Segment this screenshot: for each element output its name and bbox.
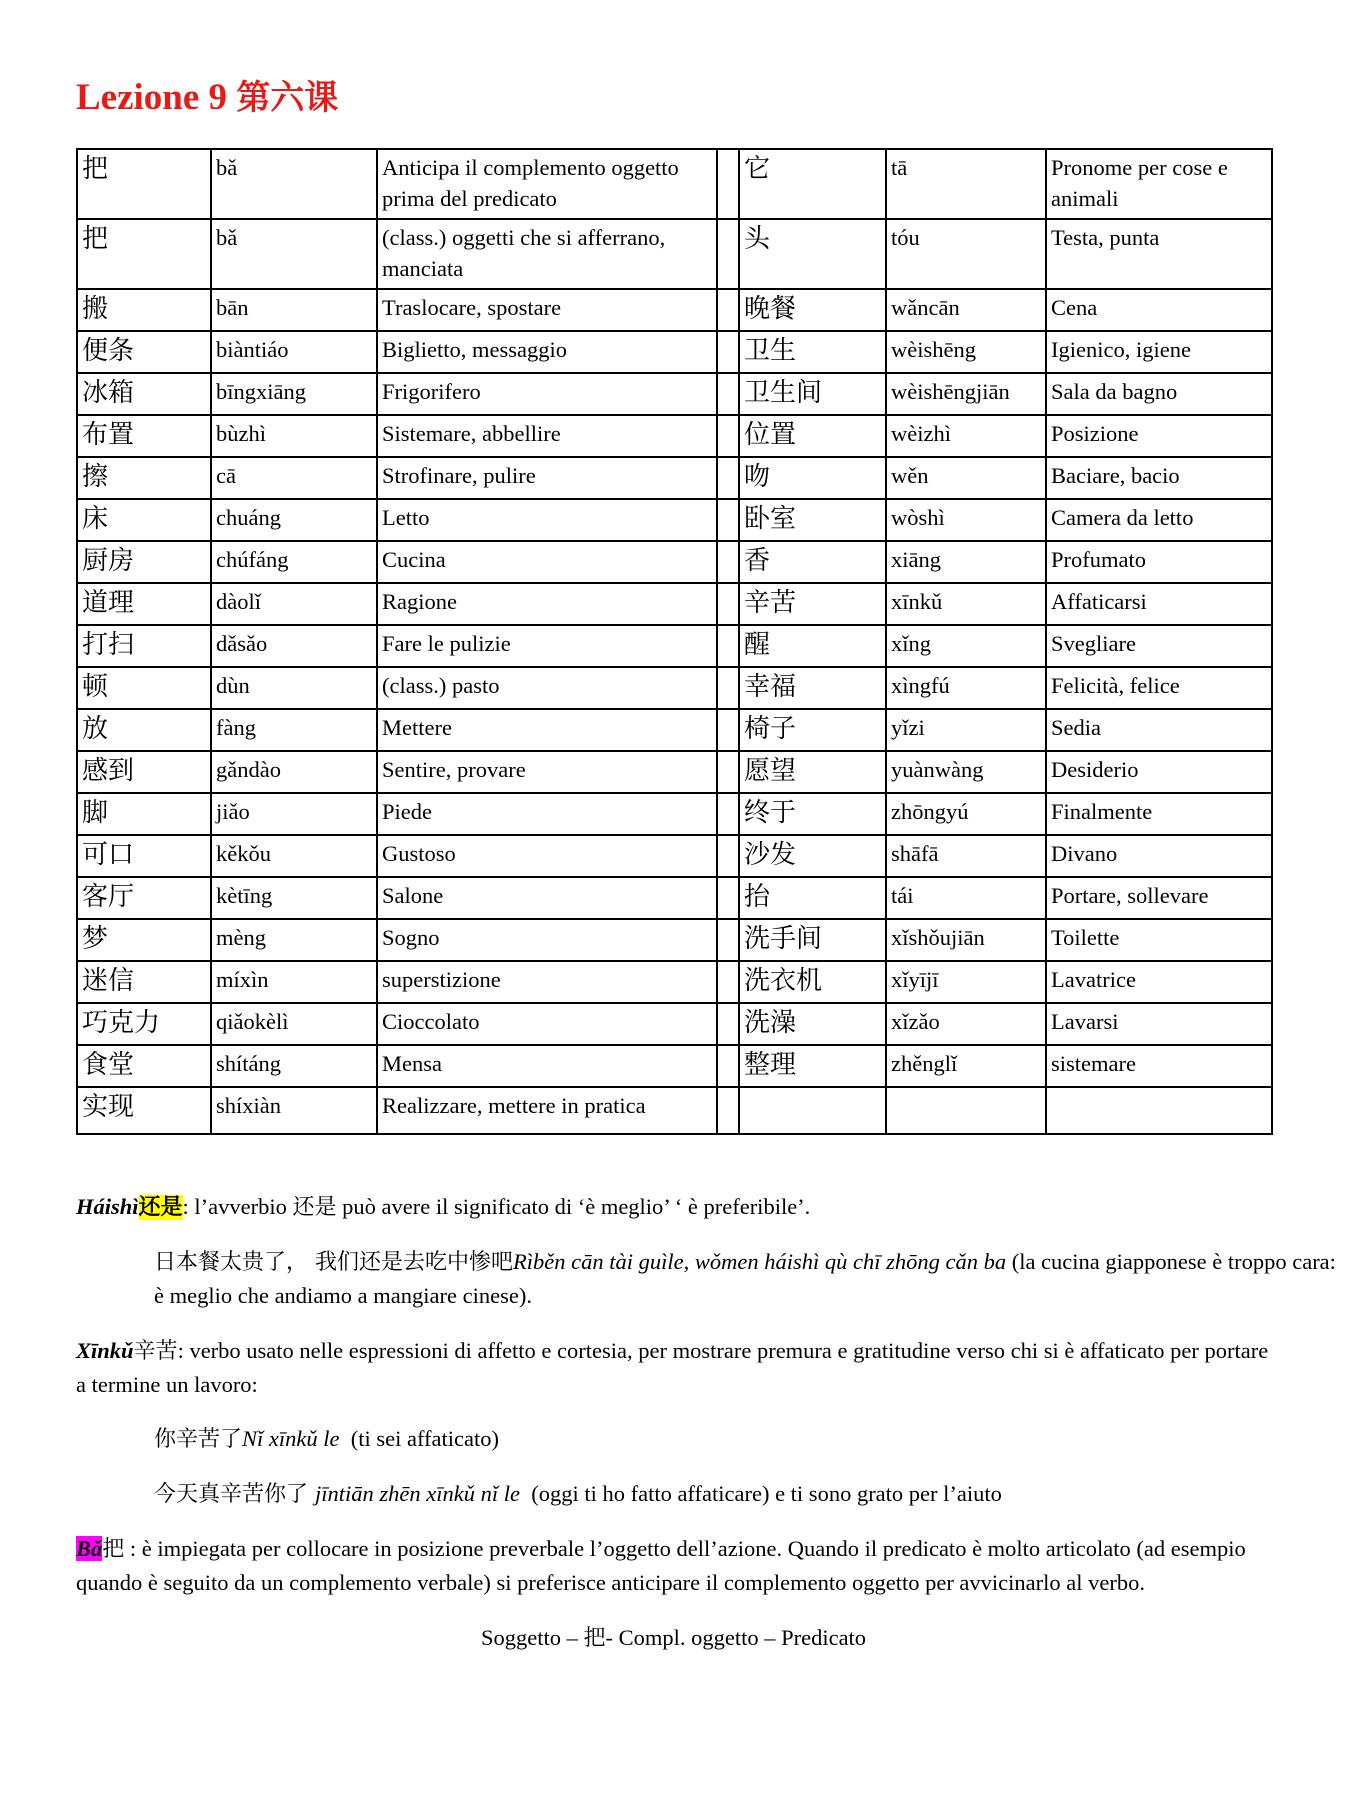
hanzi-cell: 床 xyxy=(77,499,211,541)
meaning-cell: Testa, punta xyxy=(1046,219,1272,289)
column-gap-cell xyxy=(717,331,739,373)
hanzi-cell: 香 xyxy=(739,541,886,583)
note-haishi xyxy=(76,1190,1271,1224)
hanzi-cell: 实现 xyxy=(77,1087,211,1134)
pinyin-cell: xǐzǎo xyxy=(886,1003,1046,1045)
pinyin-cell: míxìn xyxy=(211,961,377,1003)
meaning-cell: Cena xyxy=(1046,289,1272,331)
formula-hz: 把 xyxy=(583,1626,606,1651)
pinyin-cell: fàng xyxy=(211,709,377,751)
table-row xyxy=(77,541,1272,583)
pinyin-cell: bùzhì xyxy=(211,415,377,457)
pinyin-cell: kètīng xyxy=(211,877,377,919)
table-row xyxy=(77,457,1272,499)
pinyin-cell: shíxiàn xyxy=(211,1087,377,1134)
pinyin-cell: wěn xyxy=(886,457,1046,499)
pinyin-cell: zhěnglǐ xyxy=(886,1045,1046,1087)
hanzi-cell: 位置 xyxy=(739,415,886,457)
vocabulary-table xyxy=(76,148,1273,1135)
example-translation: (oggi ti ho fatto affaticare) e ti sono grato per l’aiuto xyxy=(519,1481,1002,1506)
hanzi-cell: 吻 xyxy=(739,457,886,499)
meaning-cell: Igienico, igiene xyxy=(1046,331,1272,373)
formula-text: - Compl. oggetto – Predicato xyxy=(605,1625,867,1650)
pinyin-cell xyxy=(886,1087,1046,1134)
example-hz: 日本餐太贵了， 我们还是去吃中惨吧 xyxy=(154,1250,513,1275)
meaning-cell: Baciare, bacio xyxy=(1046,457,1272,499)
hanzi-cell: 晚餐 xyxy=(739,289,886,331)
example-pinyin: Rìběn cān tài guìle, wǒmen háishì qù chī zhōng cǎn ba xyxy=(513,1249,1007,1274)
pinyin-cell: kěkǒu xyxy=(211,835,377,877)
hanzi-cell: 迷信 xyxy=(77,961,211,1003)
column-gap-cell xyxy=(717,751,739,793)
meaning-cell: Lavatrice xyxy=(1046,961,1272,1003)
pinyin-cell: biàntiáo xyxy=(211,331,377,373)
table-row xyxy=(77,1045,1272,1087)
column-gap-cell xyxy=(717,1045,739,1087)
meaning-cell: Traslocare, spostare xyxy=(377,289,717,331)
hanzi-cell: 感到 xyxy=(77,751,211,793)
table-row xyxy=(77,583,1272,625)
meaning-cell: Strofinare, pulire xyxy=(377,457,717,499)
meaning-cell: Profumato xyxy=(1046,541,1272,583)
example-haishi xyxy=(76,1245,1349,1312)
hanzi-cell: 顿 xyxy=(77,667,211,709)
page-title xyxy=(76,70,1271,126)
hanzi-cell: 愿望 xyxy=(739,751,886,793)
table-row xyxy=(77,289,1272,331)
pinyin-cell: bān xyxy=(211,289,377,331)
hanzi-cell: 卫生 xyxy=(739,331,886,373)
pinyin-cell: chuáng xyxy=(211,499,377,541)
pinyin-cell: wǎncān xyxy=(886,289,1046,331)
example-xinku-1 xyxy=(76,1422,1349,1456)
column-gap-cell xyxy=(717,835,739,877)
pinyin-cell: bǎ xyxy=(211,149,377,219)
table-row xyxy=(77,219,1272,289)
note-text-hz: 还是 xyxy=(292,1195,337,1220)
note-term-latin: Xīnkǔ xyxy=(76,1338,134,1363)
document-page xyxy=(76,70,1336,1651)
hanzi-cell: 洗手间 xyxy=(739,919,886,961)
note-text: può avere il significato di ‘è meglio’ ‘ è preferibile’. xyxy=(336,1194,811,1219)
column-gap-cell xyxy=(717,149,739,219)
column-gap-cell xyxy=(717,219,739,289)
table-row xyxy=(77,499,1272,541)
hanzi-cell: 卧室 xyxy=(739,499,886,541)
meaning-cell: (class.) oggetti che si afferrano, manciata xyxy=(377,219,717,289)
meaning-cell: superstizione xyxy=(377,961,717,1003)
table-row xyxy=(77,667,1272,709)
meaning-cell: (class.) pasto xyxy=(377,667,717,709)
pinyin-cell: tóu xyxy=(886,219,1046,289)
pinyin-cell: dàolǐ xyxy=(211,583,377,625)
table-row xyxy=(77,373,1272,415)
column-gap-cell xyxy=(717,667,739,709)
hanzi-cell: 醒 xyxy=(739,625,886,667)
meaning-cell: Lavarsi xyxy=(1046,1003,1272,1045)
note-text: : è impiegata per collocare in posizione preverbale l’oggetto dell’azione. Quando il predicato è molto articolato (ad esempio quando è seguito da un complemento verbale) si preferisce anticipare il complemento oggetto per avvicinarlo al verbo. xyxy=(76,1536,1246,1595)
column-gap-cell xyxy=(717,709,739,751)
pinyin-cell: dǎsǎo xyxy=(211,625,377,667)
column-gap-cell xyxy=(717,1003,739,1045)
column-gap-cell xyxy=(717,373,739,415)
hanzi-cell: 头 xyxy=(739,219,886,289)
hanzi-cell: 终于 xyxy=(739,793,886,835)
table-row xyxy=(77,415,1272,457)
hanzi-cell: 把 xyxy=(77,149,211,219)
note-xinku xyxy=(76,1334,1271,1401)
meaning-cell: Portare, sollevare xyxy=(1046,877,1272,919)
hanzi-cell: 沙发 xyxy=(739,835,886,877)
meaning-cell: Sistemare, abbellire xyxy=(377,415,717,457)
note-term-latin: Bǎ xyxy=(76,1536,103,1561)
meaning-cell: Gustoso xyxy=(377,835,717,877)
meaning-cell: Letto xyxy=(377,499,717,541)
meaning-cell: Felicità, felice xyxy=(1046,667,1272,709)
pinyin-cell: chúfáng xyxy=(211,541,377,583)
column-gap-cell xyxy=(717,499,739,541)
column-gap-cell xyxy=(717,415,739,457)
pinyin-cell: gǎndào xyxy=(211,751,377,793)
column-gap-cell xyxy=(717,583,739,625)
pinyin-cell: shāfā xyxy=(886,835,1046,877)
hanzi-cell: 椅子 xyxy=(739,709,886,751)
column-gap-cell xyxy=(717,457,739,499)
hanzi-cell: 厨房 xyxy=(77,541,211,583)
pinyin-cell: jiǎo xyxy=(211,793,377,835)
hanzi-cell: 客厅 xyxy=(77,877,211,919)
table-row xyxy=(77,149,1272,219)
note-text: : verbo usato nelle espressioni di affetto e cortesia, per mostrare premura e gratitudine verso chi si è affaticato per portare a termine un lavoro: xyxy=(76,1338,1269,1397)
meaning-cell: Cioccolato xyxy=(377,1003,717,1045)
note-term-latin: Háishì xyxy=(76,1194,139,1219)
formula-text: Soggetto – xyxy=(480,1625,584,1650)
hanzi-cell: 放 xyxy=(77,709,211,751)
column-gap-cell xyxy=(717,541,739,583)
meaning-cell: sistemare xyxy=(1046,1045,1272,1087)
hanzi-cell: 整理 xyxy=(739,1045,886,1087)
hanzi-cell: 冰箱 xyxy=(77,373,211,415)
hanzi-cell: 幸福 xyxy=(739,667,886,709)
table-row xyxy=(77,961,1272,1003)
hanzi-cell: 道理 xyxy=(77,583,211,625)
pinyin-cell: xǐyījī xyxy=(886,961,1046,1003)
example-hz: 今天真辛苦你了 xyxy=(154,1482,315,1507)
table-row xyxy=(77,331,1272,373)
column-gap-cell xyxy=(717,961,739,1003)
pinyin-cell: xǐng xyxy=(886,625,1046,667)
pinyin-cell: mèng xyxy=(211,919,377,961)
meaning-cell: Piede xyxy=(377,793,717,835)
table-row xyxy=(77,1087,1272,1134)
meaning-cell: Realizzare, mettere in pratica xyxy=(377,1087,717,1134)
hanzi-cell: 洗衣机 xyxy=(739,961,886,1003)
meaning-cell: Affaticarsi xyxy=(1046,583,1272,625)
title-chinese: 第六课 xyxy=(236,78,339,118)
pinyin-cell: yǐzi xyxy=(886,709,1046,751)
hanzi-cell: 擦 xyxy=(77,457,211,499)
column-gap-cell xyxy=(717,877,739,919)
hanzi-cell: 巧克力 xyxy=(77,1003,211,1045)
column-gap-cell xyxy=(717,793,739,835)
example-hz: 你辛苦了 xyxy=(154,1427,243,1452)
note-ba xyxy=(76,1532,1271,1599)
example-translation: (ti sei affaticato) xyxy=(339,1426,500,1451)
meaning-cell: Desiderio xyxy=(1046,751,1272,793)
pinyin-cell: xìngfú xyxy=(886,667,1046,709)
pinyin-cell: dùn xyxy=(211,667,377,709)
note-term-hz: 还是 xyxy=(138,1195,183,1220)
example-xinku-2 xyxy=(76,1477,1349,1511)
title-latin: Lezione 9 xyxy=(76,77,228,118)
pinyin-cell: qiǎokèlì xyxy=(211,1003,377,1045)
pinyin-cell: tái xyxy=(886,877,1046,919)
pinyin-cell: bīngxiāng xyxy=(211,373,377,415)
hanzi-cell: 打扫 xyxy=(77,625,211,667)
meaning-cell: Anticipa il complemento oggetto prima del predicato xyxy=(377,149,717,219)
pinyin-cell: xiāng xyxy=(886,541,1046,583)
meaning-cell: Sedia xyxy=(1046,709,1272,751)
meaning-cell: Ragione xyxy=(377,583,717,625)
note-text: : l’avverbio xyxy=(182,1194,293,1219)
example-pinyin: Nǐ xīnkǔ le xyxy=(242,1426,340,1451)
meaning-cell: Salone xyxy=(377,877,717,919)
meaning-cell: Camera da letto xyxy=(1046,499,1272,541)
hanzi-cell: 梦 xyxy=(77,919,211,961)
hanzi-cell: 脚 xyxy=(77,793,211,835)
meaning-cell: Fare le pulizie xyxy=(377,625,717,667)
hanzi-cell xyxy=(739,1087,886,1134)
meaning-cell: Toilette xyxy=(1046,919,1272,961)
table-row xyxy=(77,709,1272,751)
example-translation: (la cucina giapponese è troppo cara: è meglio che andiamo a mangiare cinese). xyxy=(154,1249,1336,1308)
pinyin-cell: wèishēng xyxy=(886,331,1046,373)
pinyin-cell: shítáng xyxy=(211,1045,377,1087)
note-term-hz: 把 xyxy=(102,1537,125,1562)
hanzi-cell: 把 xyxy=(77,219,211,289)
example-pinyin: jīntiān zhēn xīnkǔ nǐ le xyxy=(315,1481,520,1506)
pinyin-cell: wòshì xyxy=(886,499,1046,541)
pinyin-cell: xīnkǔ xyxy=(886,583,1046,625)
meaning-cell: Cucina xyxy=(377,541,717,583)
hanzi-cell: 搬 xyxy=(77,289,211,331)
meaning-cell: Divano xyxy=(1046,835,1272,877)
table-row xyxy=(77,793,1272,835)
table-row xyxy=(77,835,1272,877)
meaning-cell: Sala da bagno xyxy=(1046,373,1272,415)
pinyin-cell: xǐshǒujiān xyxy=(886,919,1046,961)
meaning-cell: Sogno xyxy=(377,919,717,961)
table-row xyxy=(77,751,1272,793)
table-row xyxy=(77,877,1272,919)
ba-formula xyxy=(76,1621,1271,1655)
hanzi-cell: 辛苦 xyxy=(739,583,886,625)
meaning-cell: Frigorifero xyxy=(377,373,717,415)
meaning-cell: Biglietto, messaggio xyxy=(377,331,717,373)
hanzi-cell: 便条 xyxy=(77,331,211,373)
table-row xyxy=(77,1003,1272,1045)
table-row xyxy=(77,919,1272,961)
meaning-cell: Posizione xyxy=(1046,415,1272,457)
note-term-hz: 辛苦 xyxy=(133,1339,178,1364)
hanzi-cell: 食堂 xyxy=(77,1045,211,1087)
meaning-cell: Finalmente xyxy=(1046,793,1272,835)
table-row xyxy=(77,625,1272,667)
hanzi-cell: 布置 xyxy=(77,415,211,457)
pinyin-cell: bǎ xyxy=(211,219,377,289)
hanzi-cell: 卫生间 xyxy=(739,373,886,415)
hanzi-cell: 可口 xyxy=(77,835,211,877)
meaning-cell: Mensa xyxy=(377,1045,717,1087)
meaning-cell: Svegliare xyxy=(1046,625,1272,667)
pinyin-cell: cā xyxy=(211,457,377,499)
meaning-cell: Pronome per cose e animali xyxy=(1046,149,1272,219)
column-gap-cell xyxy=(717,625,739,667)
meaning-cell xyxy=(1046,1087,1272,1134)
pinyin-cell: wèizhì xyxy=(886,415,1046,457)
hanzi-cell: 洗澡 xyxy=(739,1003,886,1045)
meaning-cell: Mettere xyxy=(377,709,717,751)
pinyin-cell: tā xyxy=(886,149,1046,219)
pinyin-cell: zhōngyú xyxy=(886,793,1046,835)
column-gap-cell xyxy=(717,919,739,961)
pinyin-cell: yuànwàng xyxy=(886,751,1046,793)
hanzi-cell: 抬 xyxy=(739,877,886,919)
column-gap-cell xyxy=(717,1087,739,1134)
pinyin-cell: wèishēngjiān xyxy=(886,373,1046,415)
column-gap-cell xyxy=(717,289,739,331)
hanzi-cell: 它 xyxy=(739,149,886,219)
meaning-cell: Sentire, provare xyxy=(377,751,717,793)
